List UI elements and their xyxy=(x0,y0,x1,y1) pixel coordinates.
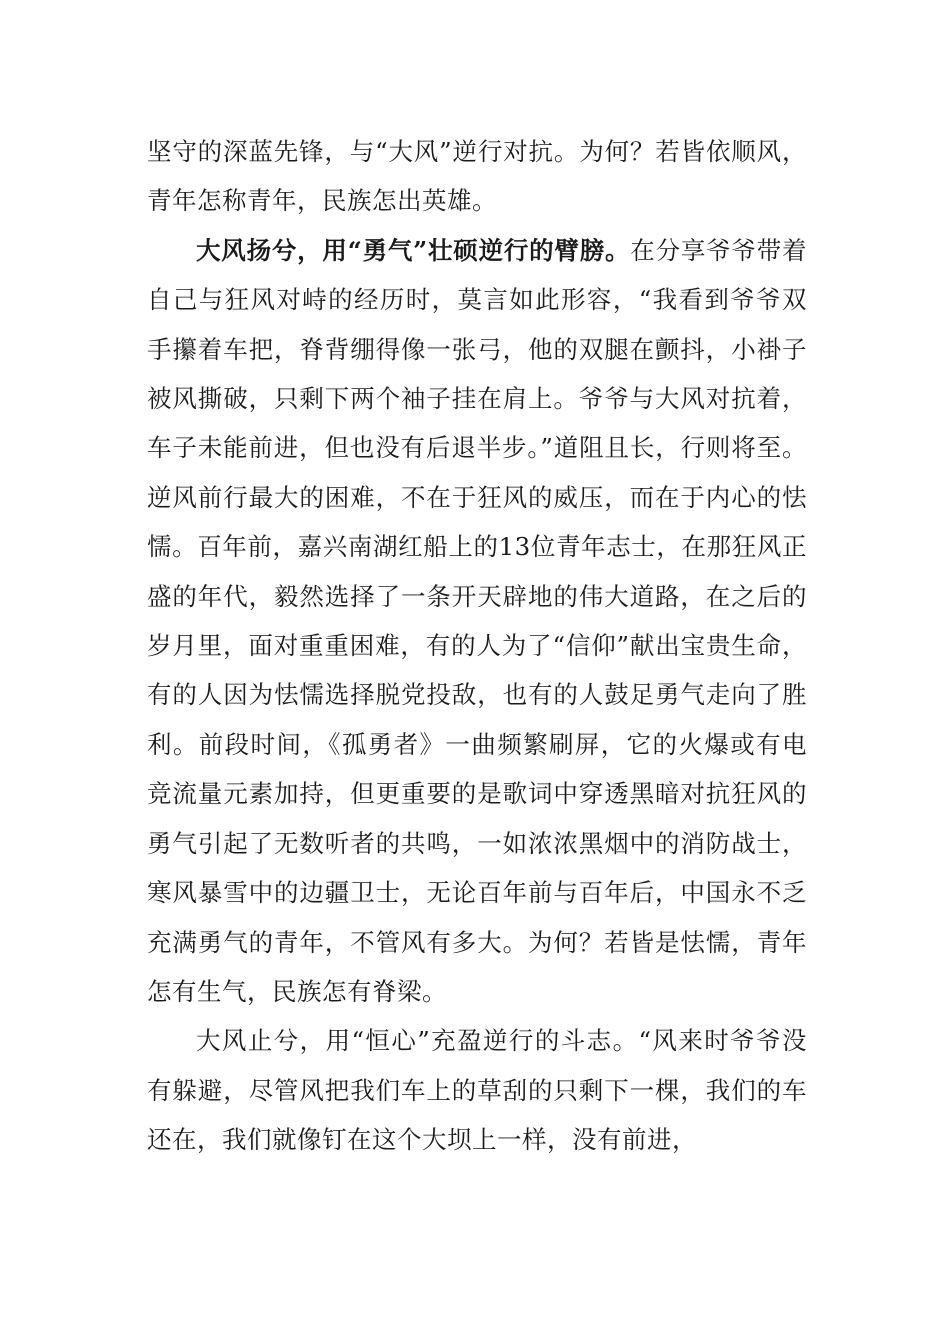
paragraph-1 xyxy=(147,127,807,226)
paragraph-1-text: 坚守的深蓝先锋，与“大风”逆行对抗。为何？若皆依顺风，青年怎称青年，民族怎出英雄。 xyxy=(147,137,807,216)
paragraph-2-text: 在分享爷爷带着自己与狂风对峙的经历时，莫言如此形容，“我看到爷爷双手攥着车把，脊背绷得像一张弓，他的双腿在颤抖，小褂子被风撕破，只剩下两个袖子挂在肩上。爷爷与大风对抗着，车子未能前进，但也没有后退半步。”道阻且长，行则将至。逆风前行最大的困难，不在于狂风的威压，而在于内心的怯懦。百年前，嘉兴南湖红船上的13位青年志士，在那狂风正盛的年代，毅然选择了一条开天辟地的伟大道路，在之后的岁月里，面对重重困难，有的人为了“信仰”献出宝贵生命，有的人因为怯懦选择脱党投敌，也有的人鼓足勇气走向了胜利。前段时间，《孤勇者》一曲频繁刷屏，它的火爆或有电竞流量元素加持，但更重要的是歌词中穿透黑暗对抗狂风的勇气引起了无数听者的共鸣，一如浓浓黑烟中的消防战士，寒风暴雪中的边疆卫士，无论百年前与百年后，中国永不乏充满勇气的青年，不管风有多大。为何？若皆是怯懦，青年怎有生气，民族怎有脊梁。 xyxy=(147,235,807,1006)
paragraph-2 xyxy=(147,226,807,1017)
paragraph-3 xyxy=(147,1016,807,1164)
paragraph-3-text: 大风止兮，用“恒心”充盈逆行的斗志。“风来时爷爷没有躲避，尽管风把我们车上的草刮的只剩下一棵，我们的车还在，我们就像钉在这个大坝上一样，没有前进， xyxy=(147,1026,807,1155)
document-page xyxy=(147,127,807,1165)
paragraph-2-heading: 大风扬兮，用“勇气”壮硕逆行的臂膀。 xyxy=(196,235,631,265)
